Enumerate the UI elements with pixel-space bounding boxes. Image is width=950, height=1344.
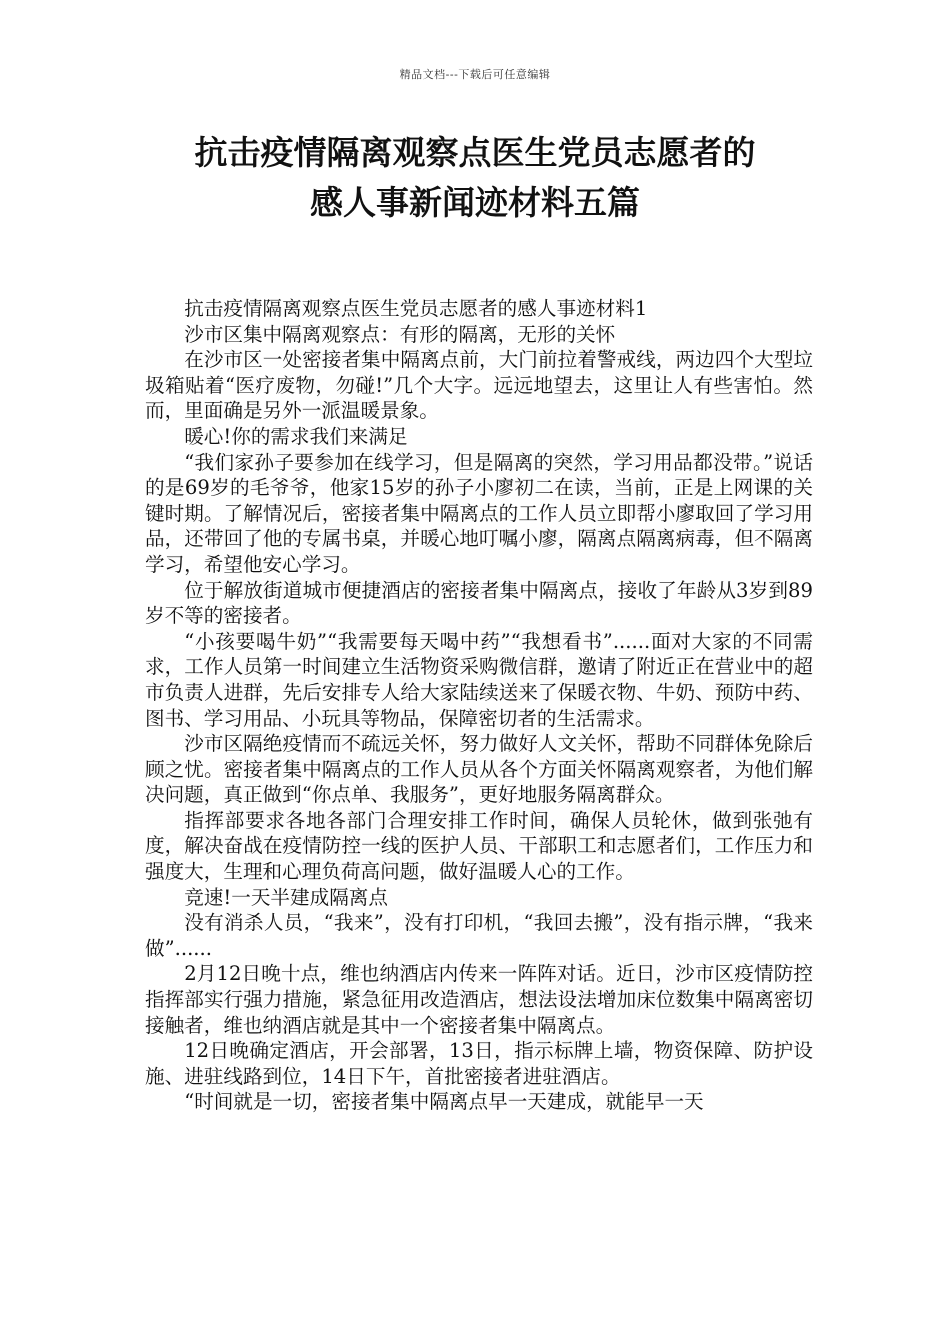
paragraph: 抗击疫情隔离观察点医生党员志愿者的感人事迹材料1: [184, 297, 648, 320]
title-line-2: 感人事新闻迹材料五篇: [310, 183, 640, 222]
paragraph: 12日晚确定酒店，开会部署，13日，指示标牌上墙，物资保障、防护设施、进驻线路到位，14日下午，首批密接者进驻酒店。: [145, 1039, 813, 1088]
document-title: [0, 128, 950, 228]
paragraph: “我们家孙子要参加在线学习，但是隔离的突然，学习用品都没带。”说话的是69岁的毛爷爷，他家15岁的孙子小廖初二在读，当前，正是上网课的关键时期。了解情况后，密接者集中隔离点的工作人员立即帮小廖取回了学习用品，还带回了他的专属书桌，并暖心地叮嘱小廖，隔离点隔离病毒，但不隔离学习，希望他安心学习。: [145, 450, 813, 576]
paragraph: 竞速!一天半建成隔离点: [184, 885, 388, 909]
paragraph: 沙市区集中隔离观察点：有形的隔离，无形的关怀: [184, 322, 616, 346]
paragraph: 指挥部要求各地各部门合理安排工作时间，确保人员轮休，做到张弛有度，解决奋战在疫情防控一线的医护人员、干部职工和志愿者们，工作压力和强度大，生理和心理负荷高问题，做好温暖人心的工作。: [145, 808, 813, 884]
page-header: 精品文档---下载后可任意编辑: [399, 68, 551, 81]
paragraph: 2月12日晚十点，维也纳酒店内传来一阵阵对话。近日，沙市区疫情防控指挥部实行强力措施，紧急征用改造酒店，想法设法增加床位数集中隔离密切接触者，维也纳酒店就是其中一个密接者集中隔离点。: [145, 962, 813, 1037]
paragraph: 沙市区隔绝疫情而不疏远关怀，努力做好人文关怀，帮助不同群体免除后顾之忧。密接者集中隔离点的工作人员从各个方面关怀隔离观察者，为他们解决问题，真正做到“你点单、我服务”，更好地服务隔离群众。: [145, 732, 813, 807]
title-line-1: 抗击疫情隔离观察点医生党员志愿者的: [194, 133, 756, 172]
paragraph: 位于解放街道城市便捷酒店的密接者集中隔离点，接收了年龄从3岁到89岁不等的密接者。: [145, 578, 813, 628]
paragraph: 没有消杀人员，“我来”，没有打印机，“我回去搬”，没有指示牌，“我来做”......: [145, 911, 813, 960]
paragraph: 暖心!你的需求我们来满足: [184, 424, 408, 448]
paragraph: “时间就是一切，密接者集中隔离点早一天建成，就能早一天: [184, 1090, 704, 1114]
paragraph: “小孩要喝牛奶”“我需要每天喝中药”“我想看书”......面对大家的不同需求，工作人员第一时间建立生活物资采购微信群，邀请了附近正在营业中的超市负责人进群，先后安排专人给大家陆续送来了保暖衣物、牛奶、预防中药、图书、学习用品、小玩具等物品，保障密切者的生活需求。: [145, 629, 813, 730]
paragraph: 在沙市区一处密接者集中隔离点前，大门前拉着警戒线，两边四个大型垃圾箱贴着“医疗废物，勿碰!”几个大字。远远地望去，这里让人有些害怕。然而，里面确是另外一派温暖景象。: [145, 348, 813, 423]
document-body: [145, 296, 813, 1115]
